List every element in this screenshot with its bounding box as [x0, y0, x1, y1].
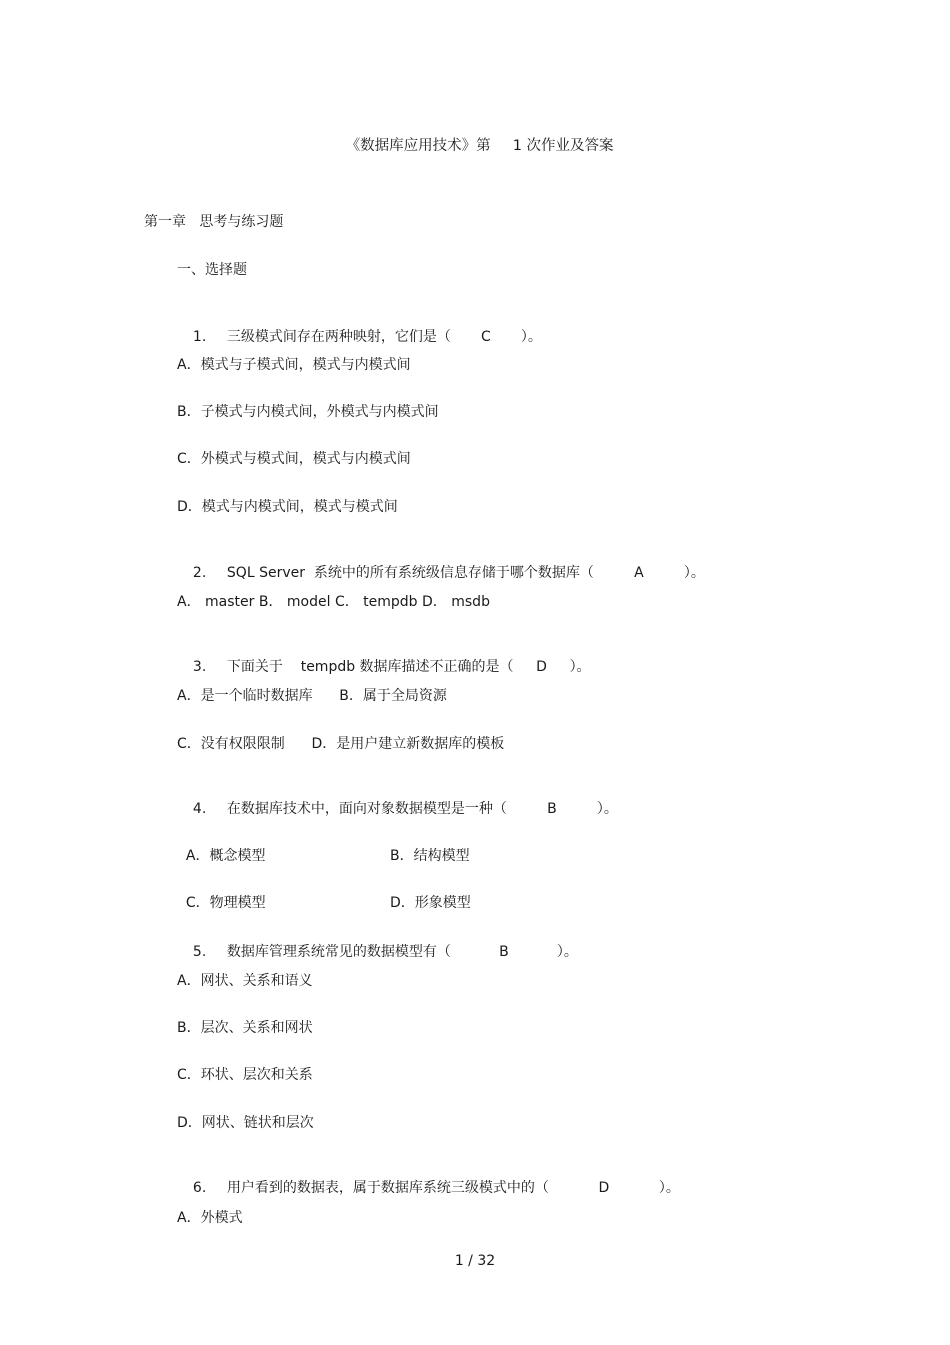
option-line: C．环状、层次和关系	[177, 1067, 313, 1083]
question-tail: ）。	[520, 329, 542, 345]
option-line	[177, 876, 471, 911]
question-text: 三级模式间存在两种映射，它们是（	[226, 329, 451, 345]
option-line: C．没有权限限制 D．是用户建立新数据库的模板	[177, 736, 505, 752]
question-number: 4.	[192, 801, 207, 817]
question-2	[184, 546, 705, 581]
question-tail: ）。	[556, 944, 578, 960]
question-number: 3.	[192, 659, 207, 675]
answer: B	[547, 801, 557, 817]
question-1	[184, 310, 542, 345]
option-c: C．物理模型	[185, 895, 266, 911]
option-line: A．模式与子模式间，模式与内模式间	[177, 357, 411, 373]
question-number: 1.	[192, 329, 207, 345]
answer: C	[481, 329, 491, 345]
section-heading: 一、选择题	[177, 262, 247, 278]
title-right: 1 次作业及答案	[512, 138, 614, 154]
answer: B	[499, 944, 509, 960]
option-line: D．模式与内模式间，模式与模式间	[177, 499, 398, 515]
question-4	[184, 782, 618, 817]
question-6	[184, 1161, 680, 1196]
option-line: A． master B． model C． tempdb D． msdb	[177, 594, 490, 610]
option-line: B．子模式与内模式间，外模式与内模式间	[177, 404, 439, 420]
answer: D	[536, 659, 547, 675]
question-tail: ）。	[596, 801, 618, 817]
option-d: D．形象模型	[390, 895, 471, 911]
question-tail: ）。	[658, 1180, 680, 1196]
title-left: 《数据库应用技术》第	[345, 138, 491, 154]
option-a: A．概念模型	[185, 848, 266, 864]
question-text: 用户看到的数据表，属于数据库系统三级模式中的（	[226, 1180, 549, 1196]
question-number: 6.	[192, 1180, 207, 1196]
option-line	[177, 829, 470, 864]
answer: D	[598, 1180, 610, 1196]
question-number: 5.	[192, 944, 207, 960]
question-tail: ）。	[683, 565, 705, 581]
option-line: D．网状、链状和层次	[177, 1115, 314, 1131]
question-text: 在数据库技术中，面向对象数据模型是一种（	[226, 801, 507, 817]
chapter-heading: 第一章 思考与练习题	[144, 214, 284, 230]
question-3	[184, 640, 591, 675]
option-line: A．网状、关系和语义	[177, 973, 313, 989]
option-line: A．是一个临时数据库 B．属于全局资源	[177, 688, 447, 704]
question-text: 下面关于 tempdb 数据库描述不正确的是（	[226, 659, 514, 675]
option-line: B．层次、关系和网状	[177, 1020, 313, 1036]
option-b: B．结构模型	[390, 848, 470, 864]
document-title	[0, 119, 950, 154]
question-text: SQL Server 系统中的所有系统级信息存储于哪个数据库（	[226, 565, 594, 581]
question-text: 数据库管理系统常见的数据模型有（	[226, 944, 451, 960]
answer: A	[634, 565, 644, 581]
question-5	[184, 925, 578, 960]
question-tail: ）。	[569, 659, 591, 675]
option-line: C．外模式与模式间，模式与内模式间	[177, 451, 411, 467]
page-number: 1 / 32	[454, 1253, 496, 1269]
option-line: A．外模式	[177, 1210, 243, 1226]
question-number: 2.	[192, 565, 207, 581]
